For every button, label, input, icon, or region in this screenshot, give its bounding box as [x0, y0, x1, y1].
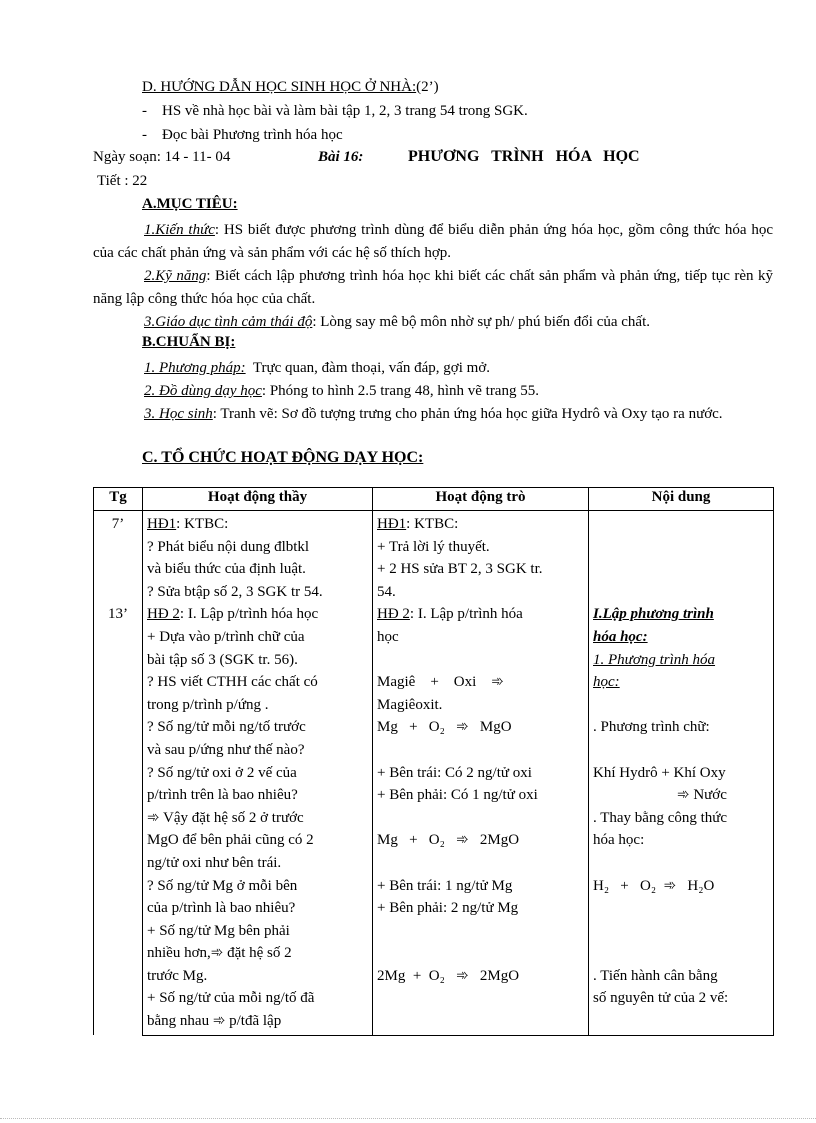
lesson-title: PHƯƠNG TRÌNH HÓA HỌC	[408, 148, 640, 165]
tg-value: 7’	[111, 516, 125, 532]
objective-skills: 2.Kỹ năng: Biết cách lập phương trình hóa học khi biết các chất sản phẩm và phản ứng, tiếp tục rèn kỹ năng lập công thức hóa học của chất.	[93, 268, 773, 307]
table-header-row	[94, 488, 774, 511]
lesson-label: Bài 16:	[318, 149, 364, 165]
period: Tiết : 22	[97, 173, 148, 189]
header-teacher: Hoạt động thầy	[143, 488, 373, 511]
student-activities: HĐ1: KTBC: + Trả lời lý thuyết. + 2 HS sửa BT 2, 3 SGK tr. 54. HĐ 2: I. Lập p/trình hóa học Magiê + Oxi ➾ Magiêoxit. Mg + O₂ ➾ MgO + Bên trái: Có 2 ng/tử oxi + Bên phải: Có 1 ng/tử oxi Mg + O₂ ➾ 2MgO + Bên trái: 1 ng/tử Mg + Bên phải: 2 ng/tử Mg 2Mg + O₂ ➾ 2MgO	[373, 511, 589, 1036]
page-bottom-divider	[0, 1118, 816, 1119]
objective-attitude: 3.Giáo dục tình cảm thái độ: Lòng say mê bộ môn nhờ sự ph/ phú biến đổi của chất.	[144, 314, 651, 330]
objectives-title: A.MỤC TIÊU:	[142, 196, 238, 212]
objective-knowledge: 1.Kiến thức: HS biết được phương trình dùng để biểu diễn phản ứng hóa học, gồm công thức hóa học của các chất phản ứng và sản phẩm với các hệ số thích hợp.	[93, 222, 773, 261]
section-d-duration: (2’)	[416, 79, 439, 95]
section-c-title: C. TỔ CHỨC HOẠT ĐỘNG DẠY HỌC:	[142, 449, 424, 466]
prep-students: 3. Học sinh: Tranh vẽ: Sơ đồ tượng trưng cho phản ứng hóa học giữa Hydrô và Oxy tạo ra nước.	[144, 406, 723, 422]
prep-tools: 2. Đồ dùng dạy học: Phóng to hình 2.5 trang 48, hình vẽ trang 55.	[144, 383, 539, 399]
content-column: I.Lập phương trình hóa học: 1. Phương trình hóa học: . Phương trình chữ: Khí Hydrô + Khí Oxy ➾ Nước . Thay bằng công thức hóa học: H₂ + O₂ ➾ H₂O . Tiến hành cân bằng số nguyên tử của 2 vế:	[589, 511, 774, 1036]
section-d-item: - Đọc bài Phương trình hóa học	[142, 127, 343, 143]
table-row	[94, 511, 774, 1036]
preparation-title: B.CHUẨN BỊ:	[142, 334, 236, 350]
activity-table	[93, 487, 774, 1036]
teacher-activities: HĐ1: KTBC: ? Phát biểu nội dung đlbtkl và biểu thức của định luật. ? Sửa btập số 2, 3 SGK tr 54. HĐ 2: I. Lập p/trình hóa học + Dựa vào p/trình chữ của bài tập số 3 (SGK tr. 56). ? HS viết CTHH các chất có trong p/trình p/ứng . ? Số ng/tử mỗi ng/tố trước và sau p/ứng như thế nào? ? Số ng/tử oxi ở 2 vế của p/trình trên là bao nhiêu? ➾ Vậy đặt hệ số 2 ở trước MgO để bên phải cũng có 2 ng/tử oxi như bên trái. ? Số ng/tử Mg ở mỗi bên của p/trình là bao nhiêu? + Số ng/tử Mg bên phải nhiều hơn,➾ đặt hệ số 2 trước Mg. + Số ng/tử của mỗi ng/tố đã bằng nhau ➾ p/tđã lập	[143, 511, 373, 1036]
prep-method: 1. Phương pháp: Trực quan, đàm thoại, vấn đáp, gợi mở.	[144, 360, 490, 376]
section-d-item: - HS về nhà học bài và làm bài tập 1, 2, 3 trang 54 trong SGK.	[142, 103, 528, 119]
tg-value: 13’	[108, 606, 128, 623]
header-student: Hoạt động trò	[373, 488, 589, 511]
header-tg: Tg	[94, 488, 143, 511]
section-d-title: D. HƯỚNG DẪN HỌC SINH HỌC Ở NHÀ:	[142, 79, 417, 95]
section-d-heading	[142, 79, 439, 96]
date-prepared: Ngày soạn: 14 - 11- 04	[93, 149, 231, 165]
header-content: Nội dung	[589, 488, 774, 511]
